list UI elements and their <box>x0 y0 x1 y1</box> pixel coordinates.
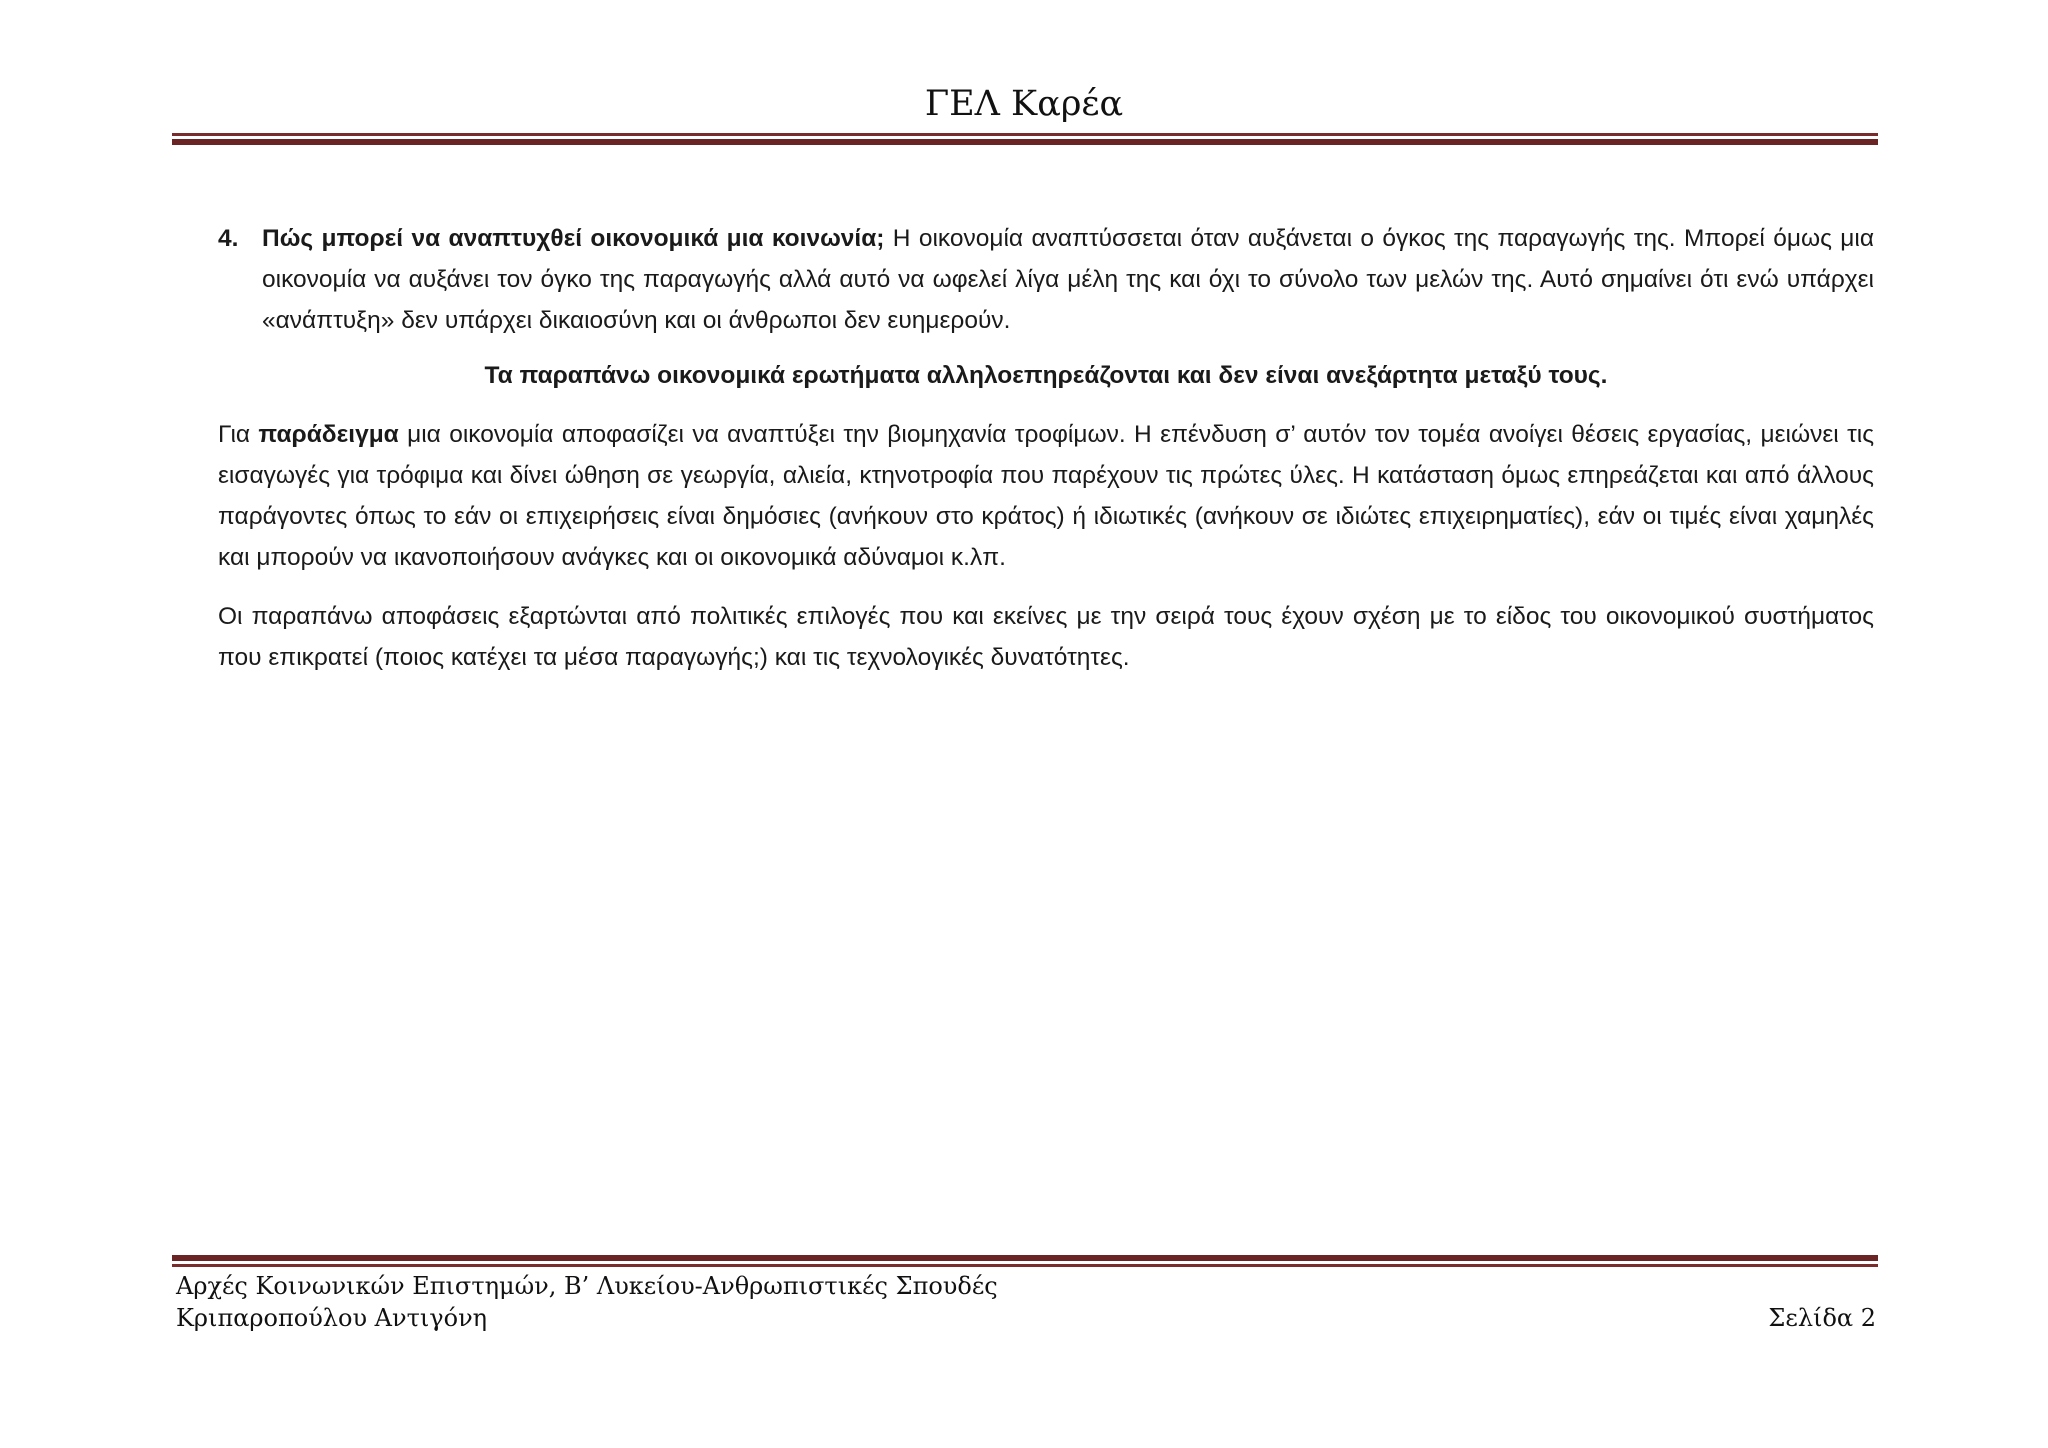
header-divider <box>172 133 1878 145</box>
example-lead: Για <box>218 421 259 448</box>
page-number: Σελίδα 2 <box>1768 1304 1876 1332</box>
example-paragraph <box>218 414 1874 578</box>
item-number: 4. <box>218 225 239 252</box>
footer-author: Κριπαροπούλου Αντιγόνη <box>176 1304 488 1332</box>
numbered-item-4 <box>218 218 1874 341</box>
footer-course-title: Αρχές Κοινωνικών Επιστημών, Β’ Λυκείου-Ανθρωπιστικές Σπουδές <box>176 1272 998 1300</box>
document-body <box>218 218 1874 678</box>
footer-author-row <box>176 1302 1876 1334</box>
item-question: Πώς μπορεί να αναπτυχθεί οικονομικά μια κοινωνία; <box>262 225 885 252</box>
footer-divider <box>172 1255 1878 1267</box>
item-answer-text: Η οικονομία αναπτύσσεται όταν αυξάνεται ο όγκος της παραγωγής της. Μπορεί όμως μια οικονομία να αυξάνει τον όγκο της παραγωγής αλλά αυτό να ωφελεί λίγα μέλη της και όχι το σύνολο των μελών της. Αυτό σημαίνει ότι ενώ υπάρχει «ανάπτυξη» δεν υπάρχει δικαιοσύνη και οι άνθρωποι δεν ευημερούν. <box>262 225 1874 334</box>
footer-divider-thin-line <box>172 1264 1878 1267</box>
example-bold-word: παράδειγμα <box>258 421 399 448</box>
conclusion-paragraph: Οι παραπάνω αποφάσεις εξαρτώνται από πολιτικές επιλογές που και εκείνες με την σειρά τους έχουν σχέση με το είδος του οικονομικού συστήματος που επικρατεί (ποιος κατέχει τα μέσα παραγωγής;) και τις τεχνολογικές δυνατότητες. <box>218 603 1874 671</box>
example-text: μια οικονομία αποφασίζει να αναπτύξει την βιομηχανία τροφίμων. Η επένδυση σ’ αυτόν τον τομέα ανοίγει θέσεις εργασίας, μειώνει τις εισαγωγές για τρόφιμα και δίνει ώθηση σε γεωργία, αλιεία, κτηνοτροφία που παρέχουν τις πρώτες ύλες. Η κατάσταση όμως επηρεάζεται και από άλλους παράγοντες όπως το εάν οι επιχειρήσεις είναι δημόσιες (ανήκουν στο κράτος) ή ιδιωτικές (ανήκουν σε ιδιώτες επιχειρηματίες), εάν οι τιμές είναι χαμηλές και μπορούν να ικανοποιήσουν ανάγκες και οι οικονομικά αδύναμοι κ.λπ. <box>218 421 1875 571</box>
page-header-title: ΓΕΛ Καρέα <box>924 84 1124 124</box>
emphasis-statement: Τα παραπάνω οικονομικά ερωτήματα αλληλοεπηρεάζονται και δεν είναι ανεξάρτητα μεταξύ τους. <box>484 362 1608 389</box>
header-divider-thick-line <box>172 139 1878 145</box>
